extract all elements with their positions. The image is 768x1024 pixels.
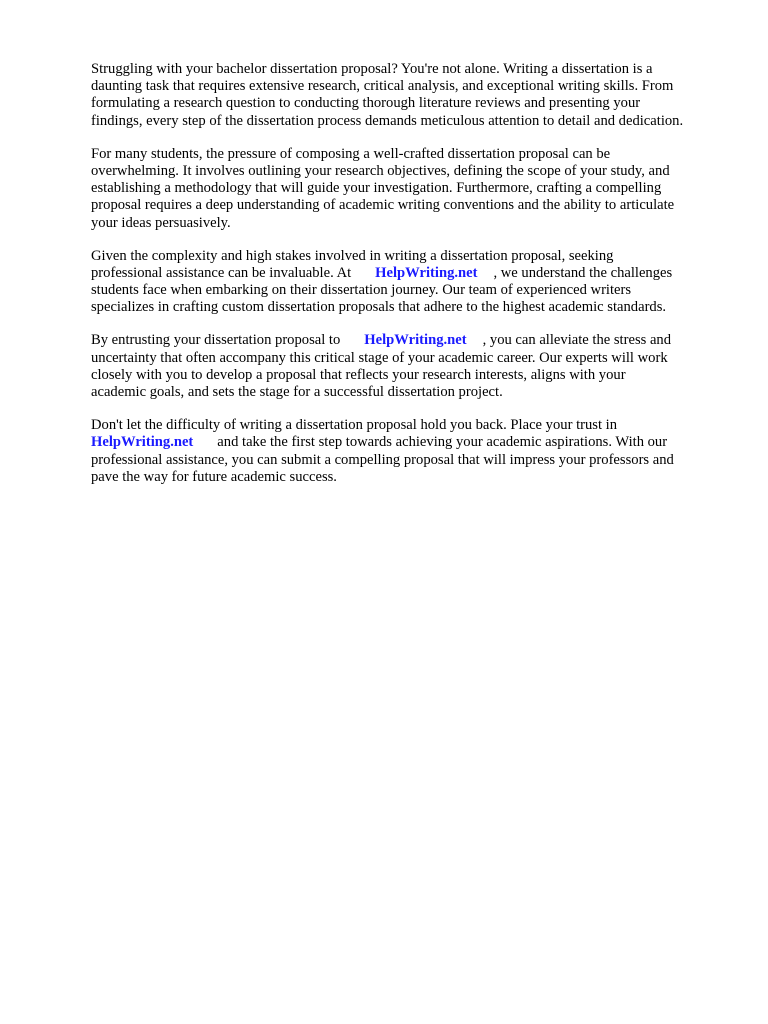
paragraph-1 (91, 61, 731, 130)
paragraph-2 (91, 146, 731, 232)
paragraph-3 (91, 248, 731, 317)
text-line: For many students, the pressure of composing a well-crafted dissertation proposal can be (91, 145, 611, 162)
text-segment: , you can alleviate the stress and (482, 332, 672, 349)
paragraph-4 (91, 332, 731, 401)
text-line: Struggling with your bachelor dissertation proposal? You're not alone. Writing a dissertation is a (91, 61, 653, 77)
text-line (91, 265, 731, 282)
text-line (91, 434, 731, 451)
text-line: formulating a research question to conducting thorough literature reviews and presenting your (91, 95, 641, 112)
helpwriting-link[interactable]: HelpWriting.net (375, 264, 478, 281)
text-segment: and take the first step towards achieving your academic aspirations. With our (217, 434, 668, 451)
text-line: proposal requires a deep understanding of academic writing conventions and the ability to articulate (91, 197, 675, 214)
text-line: specializes in crafting custom dissertation proposals that adhere to the highest academic standards. (91, 299, 667, 316)
text-line: closely with you to develop a proposal that reflects your research interests, aligns with your (91, 366, 626, 383)
text-line: uncertainty that often accompany this critical stage of your academic career. Our experts will work (91, 349, 668, 366)
text-line: daunting task that requires extensive research, critical analysis, and exceptional writing skills. From (91, 78, 674, 95)
text-line: your ideas persuasively. (91, 214, 231, 231)
helpwriting-link[interactable]: HelpWriting.net (91, 434, 194, 451)
text-segment: By entrusting your dissertation proposal to (91, 332, 341, 349)
text-line: Given the complexity and high stakes involved in writing a dissertation proposal, seeking (91, 247, 614, 264)
text-line: students face when embarking on their dissertation journey. Our team of experienced writers (91, 282, 632, 299)
text-line: establishing a methodology that will guide your investigation. Furthermore, crafting a compelling (91, 180, 662, 197)
text-line: findings, every step of the dissertation process demands meticulous attention to detail and dedication. (91, 112, 684, 129)
text-line: overwhelming. It involves outlining your research objectives, defining the scope of your study, and (91, 162, 670, 179)
text-line: Don't let the difficulty of writing a dissertation proposal hold you back. Place your trust in (91, 417, 618, 434)
text-line: professional assistance, you can submit a compelling proposal that will impress your professors and (91, 451, 674, 468)
paragraph-5 (91, 417, 731, 486)
document-page (91, 61, 731, 502)
text-line: academic goals, and sets the stage for a successful dissertation project. (91, 384, 503, 400)
text-segment: professional assistance can be invaluable. At (91, 264, 352, 281)
text-line: pave the way for future academic success. (91, 468, 337, 485)
text-line (91, 332, 731, 349)
text-segment: , we understand the challenges (493, 264, 673, 281)
helpwriting-link[interactable]: HelpWriting.net (364, 332, 467, 349)
